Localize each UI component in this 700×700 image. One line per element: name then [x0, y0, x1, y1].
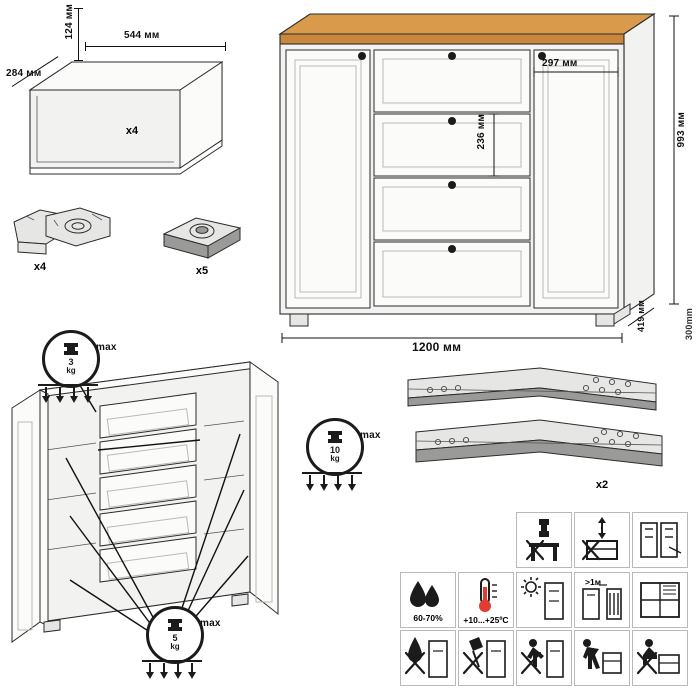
svg-text:kg: kg	[330, 454, 340, 463]
do-not-use-abrasives-icon	[458, 630, 514, 686]
shelf-support-quantity: x5	[195, 265, 209, 277]
dim-side-note: 300mm	[684, 308, 694, 341]
dim-total-depth: 419 мм	[636, 300, 646, 333]
drawer-box-quantity: x4	[125, 125, 139, 137]
drawer-load-10kg-max: max	[360, 430, 381, 441]
drawer-load-5kg-arrows	[140, 658, 204, 680]
open-one-drawer-at-a-time-icon	[632, 512, 688, 568]
drawer-load-5kg-max: max	[200, 618, 221, 629]
shelf-support-drawing	[150, 206, 260, 280]
dim-drawer-front-height: 236 мм	[476, 114, 487, 150]
badge-3-value: 3	[68, 357, 74, 367]
cabinet-drawing	[262, 4, 700, 354]
shelf-support-figure	[150, 206, 260, 280]
dim-drawer-depth: 284 мм	[6, 68, 42, 79]
temperature-label: +10...+25ºC	[463, 615, 509, 625]
humidity-icon	[400, 572, 456, 628]
drawer-box-figure	[0, 0, 270, 190]
cabinet-figure	[262, 4, 700, 354]
drawer-runner-drawing	[390, 358, 690, 508]
dim-total-height: 993 мм	[676, 112, 687, 148]
hinge-quantity: x4	[33, 261, 47, 273]
drawer-load-5kg-badge	[146, 606, 204, 664]
do-not-sit-on-furniture-icon	[516, 512, 572, 568]
shelf-load-3kg-max: max	[96, 342, 117, 353]
dim-drawer-height: 124 мм	[64, 4, 75, 40]
drawer-runner-quantity: x2	[595, 479, 609, 491]
drawer-load-10kg-arrows	[300, 470, 364, 492]
drawer-runner-figure	[390, 358, 690, 508]
distance-label: >1м	[585, 577, 601, 587]
dim-drawer-width: 544 мм	[124, 30, 160, 41]
do-not-clean-with-water-icon	[400, 630, 456, 686]
humidity-label: 60-70%	[413, 613, 443, 623]
drawer-load-10kg-badge	[306, 418, 364, 476]
dim-door-width: 297 мм	[542, 58, 578, 69]
do-not-overload-drawers-icon	[574, 512, 630, 568]
svg-text:10: 10	[329, 445, 341, 455]
distance-from-heater-icon	[574, 572, 630, 628]
hinge-drawing	[6, 200, 126, 280]
drawer-box-drawing	[0, 0, 270, 190]
carry-do-not-drag-icon	[574, 630, 630, 686]
ventilate-room-icon	[632, 572, 688, 628]
shelf-load-3kg-badge	[42, 330, 100, 388]
keep-away-from-sunlight-icon	[516, 572, 572, 628]
temperature-icon	[458, 572, 514, 628]
hinge-figure	[6, 200, 126, 280]
svg-text:5: 5	[172, 633, 178, 643]
shelf-load-3kg-arrows	[36, 382, 100, 404]
svg-text:kg: kg	[66, 366, 76, 375]
svg-text:kg: kg	[170, 642, 180, 651]
do-not-sit-on-edge-icon	[632, 630, 688, 686]
do-not-let-children-climb-icon	[516, 630, 572, 686]
dim-total-width: 1200 мм	[412, 340, 462, 354]
